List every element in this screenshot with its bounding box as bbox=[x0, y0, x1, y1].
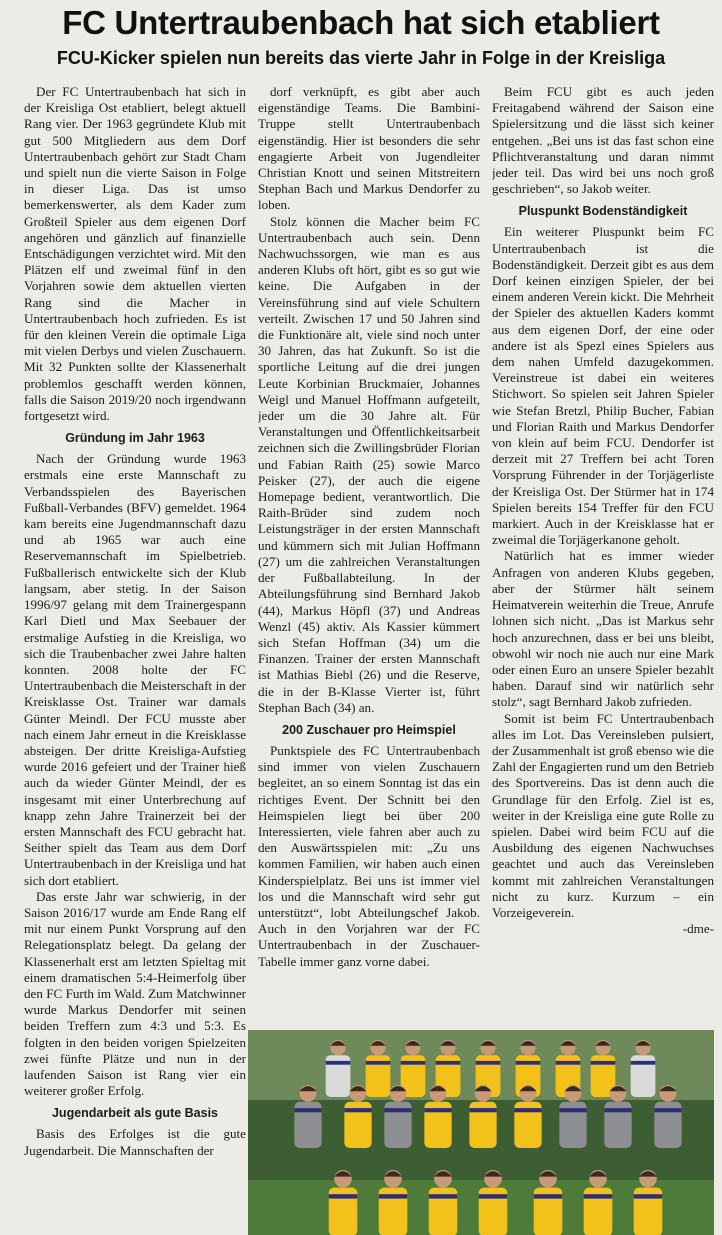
headline: FC Untertraubenbach hat sich etabliert bbox=[62, 4, 660, 41]
person-stripe-middle bbox=[654, 1108, 681, 1112]
person-stripe-back bbox=[366, 1061, 391, 1065]
person-stripe-middle bbox=[469, 1108, 496, 1112]
person-stripe-front bbox=[584, 1194, 613, 1198]
person-stripe-back bbox=[476, 1061, 501, 1065]
person-stripe-back bbox=[591, 1061, 616, 1065]
person-stripe-middle bbox=[604, 1108, 631, 1112]
paragraph: Das erste Jahr war schwierig, in der Saison 2016/17 wurde am Ende Rang elf mit nur einem Punkt Vorsprung auf den Relegationsplatz belegt. Da gelang der Klassenerhalt erst am letzten Spieltag mit einem dramatischen 5:4-Heimerfolg über den FC Furth im Wald. Zum Matchwinner wurde Markus Dendorfer mit seinen beiden Treffern zum 4:3 und 5:3. Es folgten in den beiden vorigen Spielzeiten zwei fünfte Plätze und nun in der laufenden Saison ist Rang vier ein weiterer großer Erfolg. bbox=[24, 888, 246, 1099]
paragraph: Natürlich hat es immer wieder Anfragen von anderen Klubs gegeben, aber der Stürmer hält seinem Heimatverein weiterhin die Treue, Anrufe lohnen sich nicht. „Das ist Markus sehr hoch anzurechnen, dass er bei uns bleibt, obwohl wir noch nie auch nur eine Mark oder einen Euro an unsere Spieler bezahlt haben. Darauf sind wir natürlich sehr stolz“, sagt Bernhard Jakob zufrieden. bbox=[492, 548, 714, 710]
author-signature: -dme- bbox=[682, 921, 714, 937]
paragraph: Nach der Gründung wurde 1963 erstmals eine erste Mannschaft zu Verbandsspielen des Bayerischen Fußball-Verbandes (BFV) gemeldet. 1964 kam bereits eine Jugendmannschaft dazu und ab 1965 war auch eine Reservemannschaft im Spielbetrieb. Fußballerisch entwickelte sich der Klub langsam, aber stetig. In der Saison 1996/97 gelang mit dem Trainergespann Karl Dietl und Max Seebauer der erstmalige Aufstieg in die Kreisliga, wo sich die Traubenbacher zwei Jahre halten konnten. 2008 holte der FC Untertraubenbach die Meisterschaft in der Kreisklasse Ost. Trainer war damals Günter Meindl. Der FCU musste aber nach einem Jahr erneut in die Kreisklasse absteigen. Der dritte Kreisliga-Aufstieg wurde 2016 gefeiert und der Trainer hieß auch da wieder Günter Meindl, der es insgesamt mit einer Unterbrechung auf knapp zehn Jahre Trainerzeit bei der ersten Mannschaft des FCU gebracht hat. Seither spielt das Team aus dem Dorf Untertraubenbach in der Kreisliga und hat sich dort etabliert. bbox=[24, 451, 246, 888]
paragraph: Basis des Erfolges ist die gute Jugendarbeit. Die Mannschaften der bbox=[24, 1126, 246, 1158]
article-column-3 bbox=[492, 84, 714, 1030]
article-column-1 bbox=[24, 84, 246, 1234]
person-stripe-back bbox=[401, 1061, 426, 1065]
person-stripe-middle bbox=[294, 1108, 321, 1112]
person-stripe-front bbox=[534, 1194, 563, 1198]
person-stripe-front bbox=[329, 1194, 358, 1198]
article-column-2 bbox=[258, 84, 480, 1030]
person-stripe-back bbox=[516, 1061, 541, 1065]
section-heading: Pluspunkt Bodenständigkeit bbox=[518, 204, 688, 219]
subheadline: FCU-Kicker spielen nun bereits das vierte Jahr in Folge in der Kreisliga bbox=[56, 48, 666, 68]
person-stripe-back bbox=[326, 1061, 351, 1065]
paragraph: Der FC Untertraubenbach hat sich in der Kreisliga Ost etabliert, belegt aktuell Rang vier. Der 1963 gegründete Klub mit gut 500 Mitgliedern aus dem Dorf Untertraubenbach gehört zur Stadt Cham und spielt nun die vierte Saison in Folge in dieser Liga. Das ist umso bemerkenswerter, als dem Kader zum Großteil Spieler aus dem eigenen Dorf angehören und gänzlich auf finanzielle Entschädigungen verzichtet wird. Mit den Plätzen elf und zweimal fünf in den Vorjahren sowie dem aktuellen vierten Rang sind die Macher in Untertraubenbach hoch zufrieden. Es ist für den kleinen Verein die optimale Liga mit vielen Derbys und vielen Zuschauern. Mit 32 Punkten sollte der Klassenerhalt problemlos geschafft werden können, falls die Saison 2019/20 noch irgendwann fortgesetzt wird. bbox=[24, 84, 246, 424]
person-stripe-middle bbox=[384, 1108, 411, 1112]
person-stripe-middle bbox=[514, 1108, 541, 1112]
person-stripe-front bbox=[479, 1194, 508, 1198]
person-stripe-middle bbox=[424, 1108, 451, 1112]
person-stripe-back bbox=[556, 1061, 581, 1065]
person-stripe-front bbox=[429, 1194, 458, 1198]
paragraph: Beim FCU gibt es auch jeden Freitagabend während der Saison eine Spielersitzung und die lässt sich keiner entgehen. „Bei uns ist das fast schon eine Pflichtveranstaltung und daran nimmt jeder teil. Das wird bei uns noch groß geschrieben“, so Jakob weiter. bbox=[492, 84, 714, 197]
paragraph: Punktspiele des FC Untertraubenbach sind immer von vielen Zuschauern begleitet, an so einem Sonntag ist das ein richtiges Event. Der Schnitt bei den Heimspielen liegt bei über 200 Interessierten, viele fahren aber auch zu den Auswärtsspielen mit: „Zu uns kommen Familien, wir haben auch einen Kinderspielplatz. Bei uns ist immer viel los und die Mannschaft wird sehr gut unterstützt“, lobt Abteilungschef Jakob. Auch in den Vorjahren war der FC Untertraubenbach in der Zuschauer-Tabelle immer ganz vorne dabei. bbox=[258, 742, 480, 969]
section-heading: Jugendarbeit als gute Basis bbox=[51, 1106, 219, 1121]
person-stripe-middle bbox=[344, 1108, 371, 1112]
person-stripe-front bbox=[379, 1194, 408, 1198]
person-stripe-back bbox=[631, 1061, 656, 1065]
paragraph: Somit ist beim FC Untertraubenbach alles im Lot. Das Vereinsleben pulsiert, der Zusammenhalt ist groß ebenso wie die Zahl der Engagierten rund um den Betrieb des Sportvereins. Das ist denn auch die Grundlage für den Erfolg. Ziel ist es, weiter in der Kreisliga eine gute Rolle zu spielen. Dabei wird beim FCU auf die Ausbildung des eigenen Nachwuchses geachtet und auch das Vereinsleben kommt mit zahlreichen Veranstaltungen nicht zu kurz. Kurzum – ein Vorzeigeverein. bbox=[492, 710, 714, 920]
paragraph: dorf verknüpft, es gibt aber auch eigenständige Teams. Die Bambini-Truppe stellt Untertraubenbach eigenständig. Hier ist besonders die sehr engagierte Arbeit von Jugendleiter Christian Knott und seinen Mitstreitern Stephan Bach und Markus Dendorfer zu loben. bbox=[258, 84, 480, 213]
paragraph: Ein weiterer Pluspunkt beim FC Untertraubenbach ist die Bodenständigkeit. Derzeit gibt es aus dem Dorf keinen einzigen Spieler, der bei einem anderen Verein kickt. Die Mehrheit der Spieler des aktuellen Kaders kommt aus dem eigenen Dorf, der eine oder andere ist als Spezl eines Spielers aus dem nahen Umfeld dazugekommen. Vereinstreue ist dabei ein weiteres Stichwort. So spielen seit Jahren Spieler wie Stefan Bretzl, Philip Bucher, Fabian und Florian Raith und Markus Dendorfer von klein auf beim FCU. Dendorfer ist derzeit mit 27 Treffern bei acht Toren Vorsprung Führender in der Torjägerliste der Kreisliga Ost. Der Stürmer hat in 174 Spielen bereits 154 Treffer für den FCU markiert. Auch in der Kreisklasse hat er zweimal die Torjägerkanone geholt. bbox=[492, 224, 714, 548]
person-stripe-middle bbox=[559, 1108, 586, 1112]
person-stripe-front bbox=[634, 1194, 663, 1198]
person-stripe-back bbox=[436, 1061, 461, 1065]
team-photo bbox=[248, 1030, 714, 1235]
section-heading: Gründung im Jahr 1963 bbox=[65, 431, 205, 446]
paragraph: Stolz können die Macher beim FC Untertraubenbach auch sein. Denn Nachwuchssorgen, wie man es aus anderen Klubs oft hört, gibt es so gut wie keine. Die Aufgaben in der Vereinsführung sind auf viele Schultern verteilt. Zwischen 17 und 50 Jahren sind die Funktionäre alt, viele sind noch unter 30 Jahren, das hat Zukunft. So ist die sportliche Leitung auf die drei jungen Leute Korbinian Bruckmaier, Johannes Weigl und Manuel Hoffmann aufgeteilt, jeder um die 30 Jahre alt. Für Veranstaltungen und Öffentlichkeitsarbeit zeichnen sich die Zwillingsbrüder Florian und Fabian Raith (25) sowie Marco Peisker (27), der auch die eigene Homepage bedient, verantwortlich. Die Raith-Brüder sind zudem noch Leistungsträger in der ersten Mannschaft und kümmern sich mit Julian Hoffmann (27) um die zahlreichen Veranstaltungen der Fußballabteilung. In der Abteilungsführung sind Bernhard Jakob (44), Markus Höpfl (37) und Andreas Wenzl (45) aktiv. Als Kassier kümmert sich Stefan Hoffman (34) um die Finanzen. Trainer der ersten Mannschaft ist Mathias Biebl (26) und die Reserve, die in der B-Klasse Vierter ist, führt Stephan Bach (34) an. bbox=[258, 213, 480, 715]
section-heading: 200 Zuschauer pro Heimspiel bbox=[282, 722, 456, 737]
team-photo-illustration bbox=[248, 1030, 714, 1235]
